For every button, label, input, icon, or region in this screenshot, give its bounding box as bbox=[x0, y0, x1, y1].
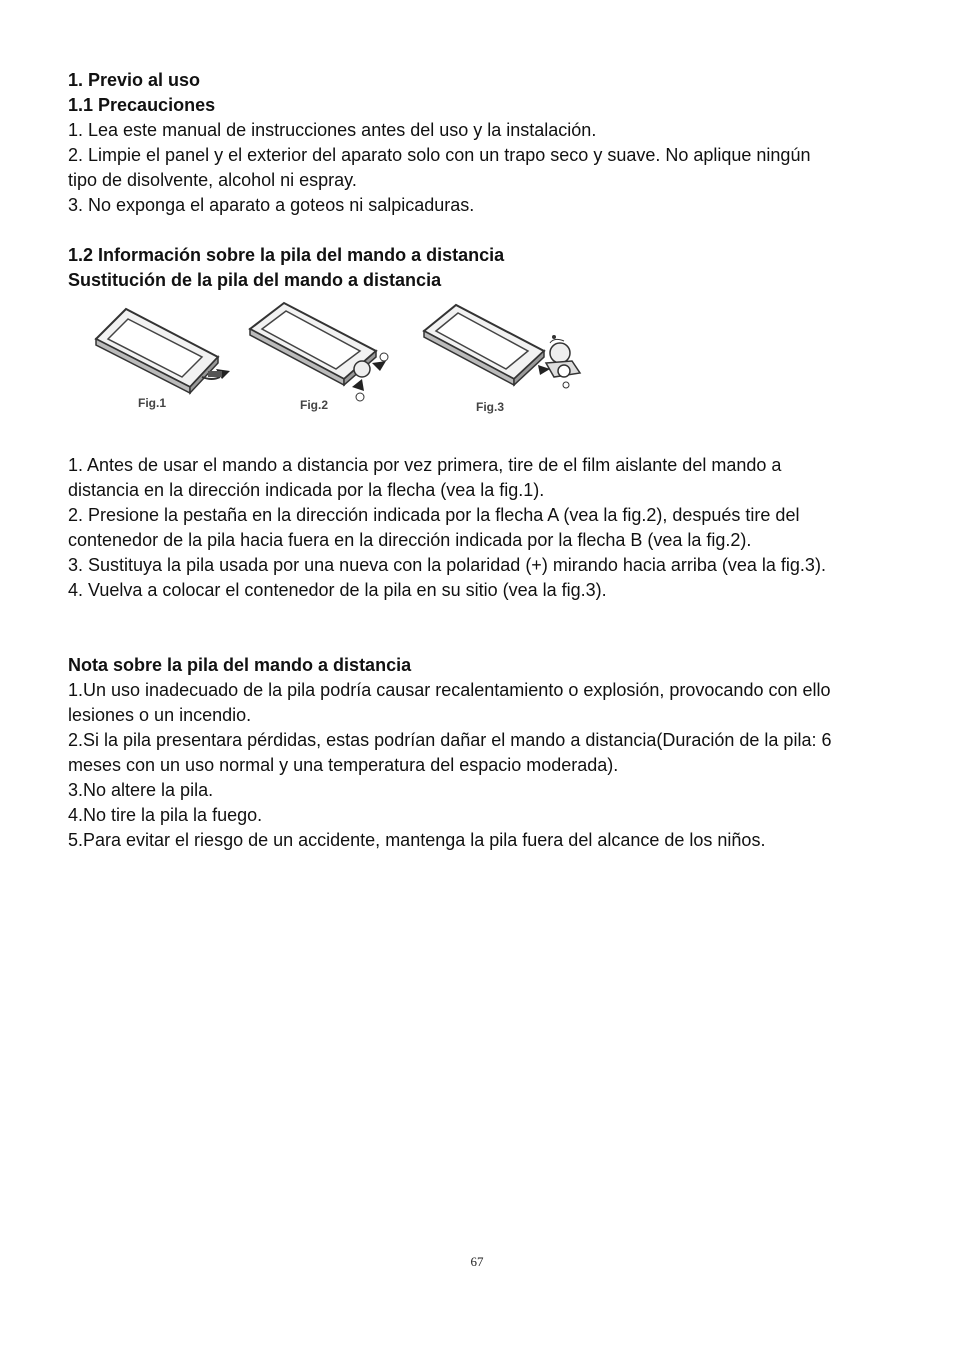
battery-step-line-1: 1. Antes de usar el mando a distancia por vez primera, tire de el film aislante del mando a bbox=[68, 455, 782, 475]
battery-step-line-3: 2. Presione la pestaña en la dirección indicada por la flecha A (vea la fig.2), después tire del bbox=[68, 505, 800, 525]
battery-step-line-5: 3. Sustituya la pila usada por una nueva con la polaridad (+) mirando hacia arriba (vea la fig.3). bbox=[68, 555, 826, 575]
section-title-nota: Nota sobre la pila del mando a distancia bbox=[68, 655, 412, 675]
battery-step-line-6: 4. Vuelva a colocar el contenedor de la pila en su sitio (vea la fig.3). bbox=[68, 580, 607, 600]
precaution-line-3: tipo de disolvente, alcohol ni espray. bbox=[68, 170, 357, 190]
note-line-6: 4.No tire la pila la fuego. bbox=[68, 805, 263, 825]
section-subtitle-precauciones: 1.1 Precauciones bbox=[68, 95, 216, 115]
section-title-pila: 1.2 Información sobre la pila del mando a distancia bbox=[68, 245, 505, 265]
figure-3 bbox=[420, 299, 585, 414]
remote-battery-figures bbox=[68, 299, 898, 449]
note-line-1: 1.Un uso inadecuado de la pila podría causar recalentamiento o explosión, provocando con ello bbox=[68, 680, 831, 700]
precaution-line-4: 3. No exponga el aparato a goteos ni salpicaduras. bbox=[68, 195, 475, 215]
figure-1-label: Fig.1 bbox=[138, 396, 167, 410]
document-body bbox=[68, 68, 898, 853]
figure-2-label: Fig.2 bbox=[300, 398, 329, 412]
battery-step-line-2: distancia en la dirección indicada por la flecha (vea la fig.1). bbox=[68, 480, 545, 500]
page-number: 67 bbox=[470, 1254, 484, 1269]
note-line-3: 2.Si la pila presentara pérdidas, estas podrían dañar el mando a distancia(Duración de la pila: 6 bbox=[68, 730, 832, 750]
figure-1 bbox=[90, 299, 240, 409]
note-line-5: 3.No altere la pila. bbox=[68, 780, 214, 800]
note-line-2: lesiones o un incendio. bbox=[68, 705, 252, 725]
note-line-4: meses con un uso normal y una temperatura del espacio moderada). bbox=[68, 755, 619, 775]
battery-step-line-4: contenedor de la pila hacia fuera en la dirección indicada por la flecha B (vea la fig.2). bbox=[68, 530, 752, 550]
figure-3-label: Fig.3 bbox=[476, 400, 505, 414]
figure-2 bbox=[244, 299, 394, 412]
section-subtitle-sustitucion: Sustitución de la pila del mando a distancia bbox=[68, 270, 442, 290]
precaution-line-1: 1. Lea este manual de instrucciones antes del uso y la instalación. bbox=[68, 120, 597, 140]
note-line-7: 5.Para evitar el riesgo de un accidente, mantenga la pila fuera del alcance de los niños. bbox=[68, 830, 766, 850]
section-title-previo: 1. Previo al uso bbox=[68, 70, 201, 90]
precaution-line-2: 2. Limpie el panel y el exterior del aparato solo con un trapo seco y suave. No aplique ningún bbox=[68, 145, 811, 165]
